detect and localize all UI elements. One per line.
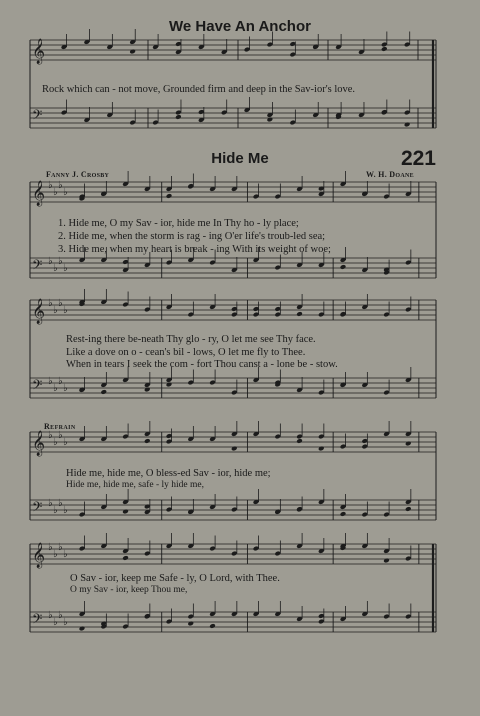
- note-head: [79, 626, 86, 632]
- flat-sign: ♭: [53, 383, 58, 394]
- note-head: [144, 387, 151, 393]
- note-head: [404, 122, 411, 128]
- flat-sign: ♭: [58, 542, 63, 553]
- bass-clef: 𝄢: [32, 377, 43, 396]
- note-head: [383, 558, 390, 564]
- refrain-line-1-alto: Hide me, hide me, safe - ly hide me,: [66, 480, 204, 490]
- note-head: [231, 446, 238, 452]
- refrain-line-2-alto: O my Sav - ior, keep Thou me,: [70, 585, 188, 595]
- flat-sign: ♭: [48, 610, 53, 621]
- flat-sign: ♭: [48, 298, 53, 309]
- flat-sign: ♭: [63, 549, 68, 560]
- flat-sign: ♭: [58, 498, 63, 509]
- note-head: [381, 46, 388, 52]
- flat-sign: ♭: [53, 617, 58, 628]
- refrain-line-1: Hide me, hide me, O bless-ed Sav - ior, hide me;: [66, 468, 271, 479]
- treble-clef: 𝄞: [32, 543, 46, 568]
- flat-sign: ♭: [63, 187, 68, 198]
- flat-sign: ♭: [48, 498, 53, 509]
- treble-clef: 𝄞: [32, 39, 46, 64]
- lyric-top: Rock which can - not move, Grounded firm and deep in the Sav-ior's love.: [42, 84, 356, 95]
- note-head: [122, 509, 129, 515]
- verse-3: 3. Hide me, when my heart is break - ing With its weight of woe;: [58, 244, 331, 255]
- hymn-number: 221: [400, 147, 436, 170]
- note-head: [100, 389, 107, 395]
- flat-sign: ♭: [63, 263, 68, 274]
- flat-sign: ♭: [63, 383, 68, 394]
- verse-3-line-2: When in tears I seek the com - fort Thou canst a - lone be - stow.: [66, 359, 338, 370]
- flat-sign: ♭: [53, 187, 58, 198]
- flat-sign: ♭: [53, 505, 58, 516]
- flat-sign: ♭: [48, 542, 53, 553]
- treble-clef: 𝄞: [32, 181, 46, 206]
- note-head: [296, 438, 303, 444]
- refrain-label: Refrain: [44, 422, 76, 431]
- note-head: [318, 446, 325, 452]
- note-head: [166, 382, 173, 388]
- note-head: [296, 311, 303, 317]
- flat-sign: ♭: [58, 180, 63, 191]
- flat-sign: ♭: [63, 505, 68, 516]
- note-head: [166, 193, 173, 199]
- flat-sign: ♭: [53, 263, 58, 274]
- note-head: [129, 49, 136, 55]
- composer-credit: W. H. Doane: [366, 170, 414, 179]
- hymn-title: Hide Me: [211, 150, 269, 167]
- bass-clef: 𝄢: [32, 499, 43, 518]
- verse-1-line-2: Rest-ing there be-neath Thy glo - ry, O let me see Thy face.: [66, 334, 316, 345]
- note-head: [175, 114, 182, 120]
- flat-sign: ♭: [58, 298, 63, 309]
- note-head: [209, 623, 216, 629]
- note-head: [405, 441, 412, 447]
- bass-clef: 𝄢: [32, 107, 43, 126]
- flat-sign: ♭: [48, 180, 53, 191]
- verse-1: 1. Hide me, O my Sav - ior, hide me In Thy ho - ly place;: [58, 218, 299, 229]
- author-credit: Fanny J. Crosby: [46, 170, 110, 179]
- bass-clef: 𝄢: [32, 257, 43, 276]
- flat-sign: ♭: [58, 610, 63, 621]
- flat-sign: ♭: [63, 437, 68, 448]
- note-head: [340, 511, 347, 517]
- flat-sign: ♭: [48, 430, 53, 441]
- flat-sign: ♭: [63, 305, 68, 316]
- note-head: [122, 555, 129, 561]
- flat-sign: ♭: [53, 549, 58, 560]
- flat-sign: ♭: [48, 256, 53, 267]
- verse-2-line-2: Like a dove on o - cean's bil - lows, O let me fly to Thee.: [66, 347, 306, 358]
- flat-sign: ♭: [58, 430, 63, 441]
- flat-sign: ♭: [63, 617, 68, 628]
- treble-clef: 𝄞: [32, 299, 46, 324]
- flat-sign: ♭: [58, 256, 63, 267]
- verse-2: 2. Hide me, when the storm is rag - ing O'er life's troub-led sea;: [58, 231, 326, 242]
- refrain-line-2: O Sav - ior, keep me Safe - ly, O Lord, with Thee.: [70, 573, 280, 584]
- note-head: [340, 264, 347, 270]
- flat-sign: ♭: [53, 437, 58, 448]
- note-head: [187, 621, 194, 627]
- note-head: [405, 506, 412, 512]
- treble-clef: 𝄞: [32, 431, 46, 456]
- bass-clef: 𝄢: [32, 611, 43, 630]
- note-head: [267, 117, 274, 123]
- flat-sign: ♭: [58, 376, 63, 387]
- flat-sign: ♭: [53, 305, 58, 316]
- hymn-title-top: We Have An Anchor: [169, 18, 311, 35]
- flat-sign: ♭: [48, 376, 53, 387]
- note-head: [144, 438, 151, 444]
